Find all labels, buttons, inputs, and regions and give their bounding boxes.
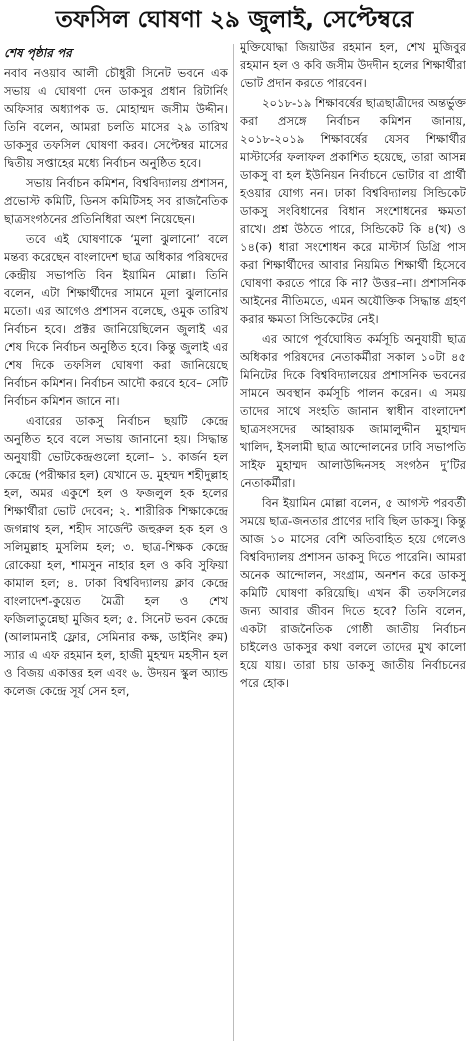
headline: তফসিল ঘোষণা ২৯ জুলাই, সেপ্টেম্বরে xyxy=(55,6,414,33)
paragraph: বিন ইয়ামিন মোল্লা বলেন, ৫ আগস্ট পরবর্তী সময়ে ছাত্র-জনতার প্রাণের দাবি ছিল ডাকসু। কিন্তু আজ ১০ মাসের বেশি অতিবাহিত হয়ে গেলেও বিশ্ববিদ্যালয় প্রশাসন ডাকসু দিতে পারেনি। আমরা অনেক আন্দোলন, সংগ্রাম, অনশন করে ডাকসু কমিটি ঘোষণা করিয়েছি। এখন কী তফসিলের জন্য আবার জীবন দিতে হবে? তিনি বলেন, একটা রাজনৈতিক গোষ্ঠী জাতীয় নির্বাচন চাইলেও ডাকসুর কথা বললে তাদের মুখ কালো হয়ে যায়। তারা চায় ডাকসু জাতীয় নির্বাচনের পরে হোক। xyxy=(240,496,466,690)
paragraph: এবারের ডাকসু নির্বাচন ছয়টি কেন্দ্রে অনুষ্ঠিত হবে বলে সভায় জানানো হয়। সিদ্ধান্ত অনুযায়ী ভোটকেন্দ্রগুলো হলো– ১. কার্জন হল কেন্দ্রে (পরীক্ষার হল) যেখানে ড. মুহম্মদ শহীদুল্লাহ হল, অমর একুশে হল ও ফজলুল হক হলের শিক্ষার্থীরা ভোট দেবেন; ২. শারীরিক শিক্ষাকেন্দ্রে জগন্নাথ হল, শহীদ সার্জেন্ট জহুরুল হক হল ও সলিমুল্লাহ মুসলিম হল; ৩. ছাত্র-শিক্ষক কেন্দ্রে রোকেয়া হল, শামসুন নাহার হল ও কবি সুফিয়া কামাল হল; ৪. ঢাকা বিশ্ববিদ্যালয় ক্লাব কেন্দ্রে বাংলাদেশ-কুয়েত মৈত্রী হল ও শেখ ফজিলাতুন্নেছা মুজিব হল; ৫. সিনেট ভবন কেন্দ্রে (আলামনাই ফ্লোর, সেমিনার কক্ষ, ডাইনিং রুম) স্যার এ এফ রহমান হল, হাজী মুহম্মদ মহসীন হল ও বিজয় একাত্তর হল এবং ৬. উদয়ন স্কুল অ্যান্ড কলেজ কেন্দ্রে সূর্য সেন হল, xyxy=(4,414,228,698)
paragraph: এর আগে পূর্বঘোষিত কর্মসূচি অনুযায়ী ছাত্র অধিকার পরিষদের নেতাকর্মীরা সকাল ১০টা ৪৫ মিনিটের দিকে বিশ্ববিদ্যালয়ের প্রশাসনিক ভবনের সামনে অবস্থান কর্মসূচি পালন করেন। এ সময় তাদের সাথে সংহতি জানান স্বাধীন বাংলাদেশ ছাত্রসংসদের আহ্বায়ক জামালুদ্দীন মুহাম্মদ খালিদ, ইসলামী ছাত্র আন্দোলনের ঢাবি সভাপতি সাইফ মুহাম্মদ আলাউদ্দিনসহ সংগঠন দু’টির নেতাকর্মীরা। xyxy=(240,332,466,490)
paragraph: নবাব নওয়াব আলী চৌধুরী সিনেট ভবনে এক সভায় এ ঘোষণা দেন ডাকসুর প্রধান রিটার্নিং অফিসার অধ্যাপক ড. মোহাম্মদ জসীম উদ্দীন। তিনি বলেন, আমরা চলতি মাসের ২৯ তারিখ ডাকসুর তফসিল ঘোষণা করব। সেপ্টেম্বর মাসের দ্বিতীয় সপ্তাহের মধ্যে নির্বাচন অনুষ্ঠিত হবে। xyxy=(4,66,228,170)
paragraph: সভায় নির্বাচন কমিশন, বিশ্ববিদ্যালয় প্রশাসন, প্রভোস্ট কমিটি, ডিনস কমিটিসহ সব রাজনৈতিক ছাত্রসংগঠনের প্রতিনিধিরা অংশ নিয়েছেন। xyxy=(4,176,228,226)
paragraph: তবে এই ঘোষণাকে ‘মুলা ঝুলানো’ বলে মন্তব্য করেছেন বাংলাদেশ ছাত্র অধিকার পরিষদের কেন্দ্রীয় সভাপতি বিন ইয়ামিন মোল্লা। তিনি বলেন, এটা শিক্ষার্থীদের সামনে মূলা ঝুলানোর মতো। এর আগেও প্রশাসন বলেছে, ওমুক তারিখ নির্বাচন হবে। প্রক্টর জানিয়েছিলেন জুলাই এর শেষ দিকে নির্বাচন অনুষ্ঠিত হবে। কিন্তু জুলাই এর শেষ দিকে তফসিল ঘোষণা করা জানিয়েছে নির্বাচন কমিশন। নির্বাচন আদৌ করবে হবে– সেটি নির্বাচন কমিশন জানে না। xyxy=(4,232,228,408)
paragraph: ২০১৮-১৯ শিক্ষাবর্ষের ছাত্রছাত্রীদের অন্তর্ভুক্ত করা প্রসঙ্গে নির্বাচন কমিশন জানায়, ২০১৮-২০১৯ শিক্ষাবর্ষের যেসব শিক্ষার্থীর মাস্টার্সের ফলাফল প্রকাশিত হয়েছে, তারা আসন্ন ডাকসু বা হল ইউনিয়ন নির্বাচনে ভোটার বা প্রার্থী হওয়ার যোগ্য নন। ঢাকা বিশ্ববিদ্যালয় সিন্ডিকেট ডাকসু সংবিধানের বিধান সংশোধনের ক্ষমতা রাখে। প্রশ্ন উঠতে পারে, সিন্ডিকেট কি ৪(খ) ও ১৪(ক) ধারা সংশোধন করে মাস্টার্স ডিগ্রি পাস করা শিক্ষার্থীদের আবার নিয়মিত শিক্ষার্থী হিসেবে ঘোষণা করতে পারে কি না? উত্তর–না। প্রশাসনিক আইনের নীতিমতে, এমন অযৌক্তিক সিদ্ধান্ত গ্রহণ করার ক্ষমতা সিন্ডিকেটের নেই। xyxy=(240,96,466,326)
kicker: শেষ পৃষ্ঠার পর xyxy=(4,46,72,60)
left-column xyxy=(4,44,228,1041)
column-divider xyxy=(233,44,234,1041)
paragraph: মুক্তিযোদ্ধা জিয়াউর রহমান হল, শেখ মুজিবুর রহমান হল ও কবি জসীম উদদীন হলের শিক্ষার্থীরা ভোট প্রদান করতে পারবেন। xyxy=(240,40,466,90)
right-column xyxy=(240,38,466,1041)
